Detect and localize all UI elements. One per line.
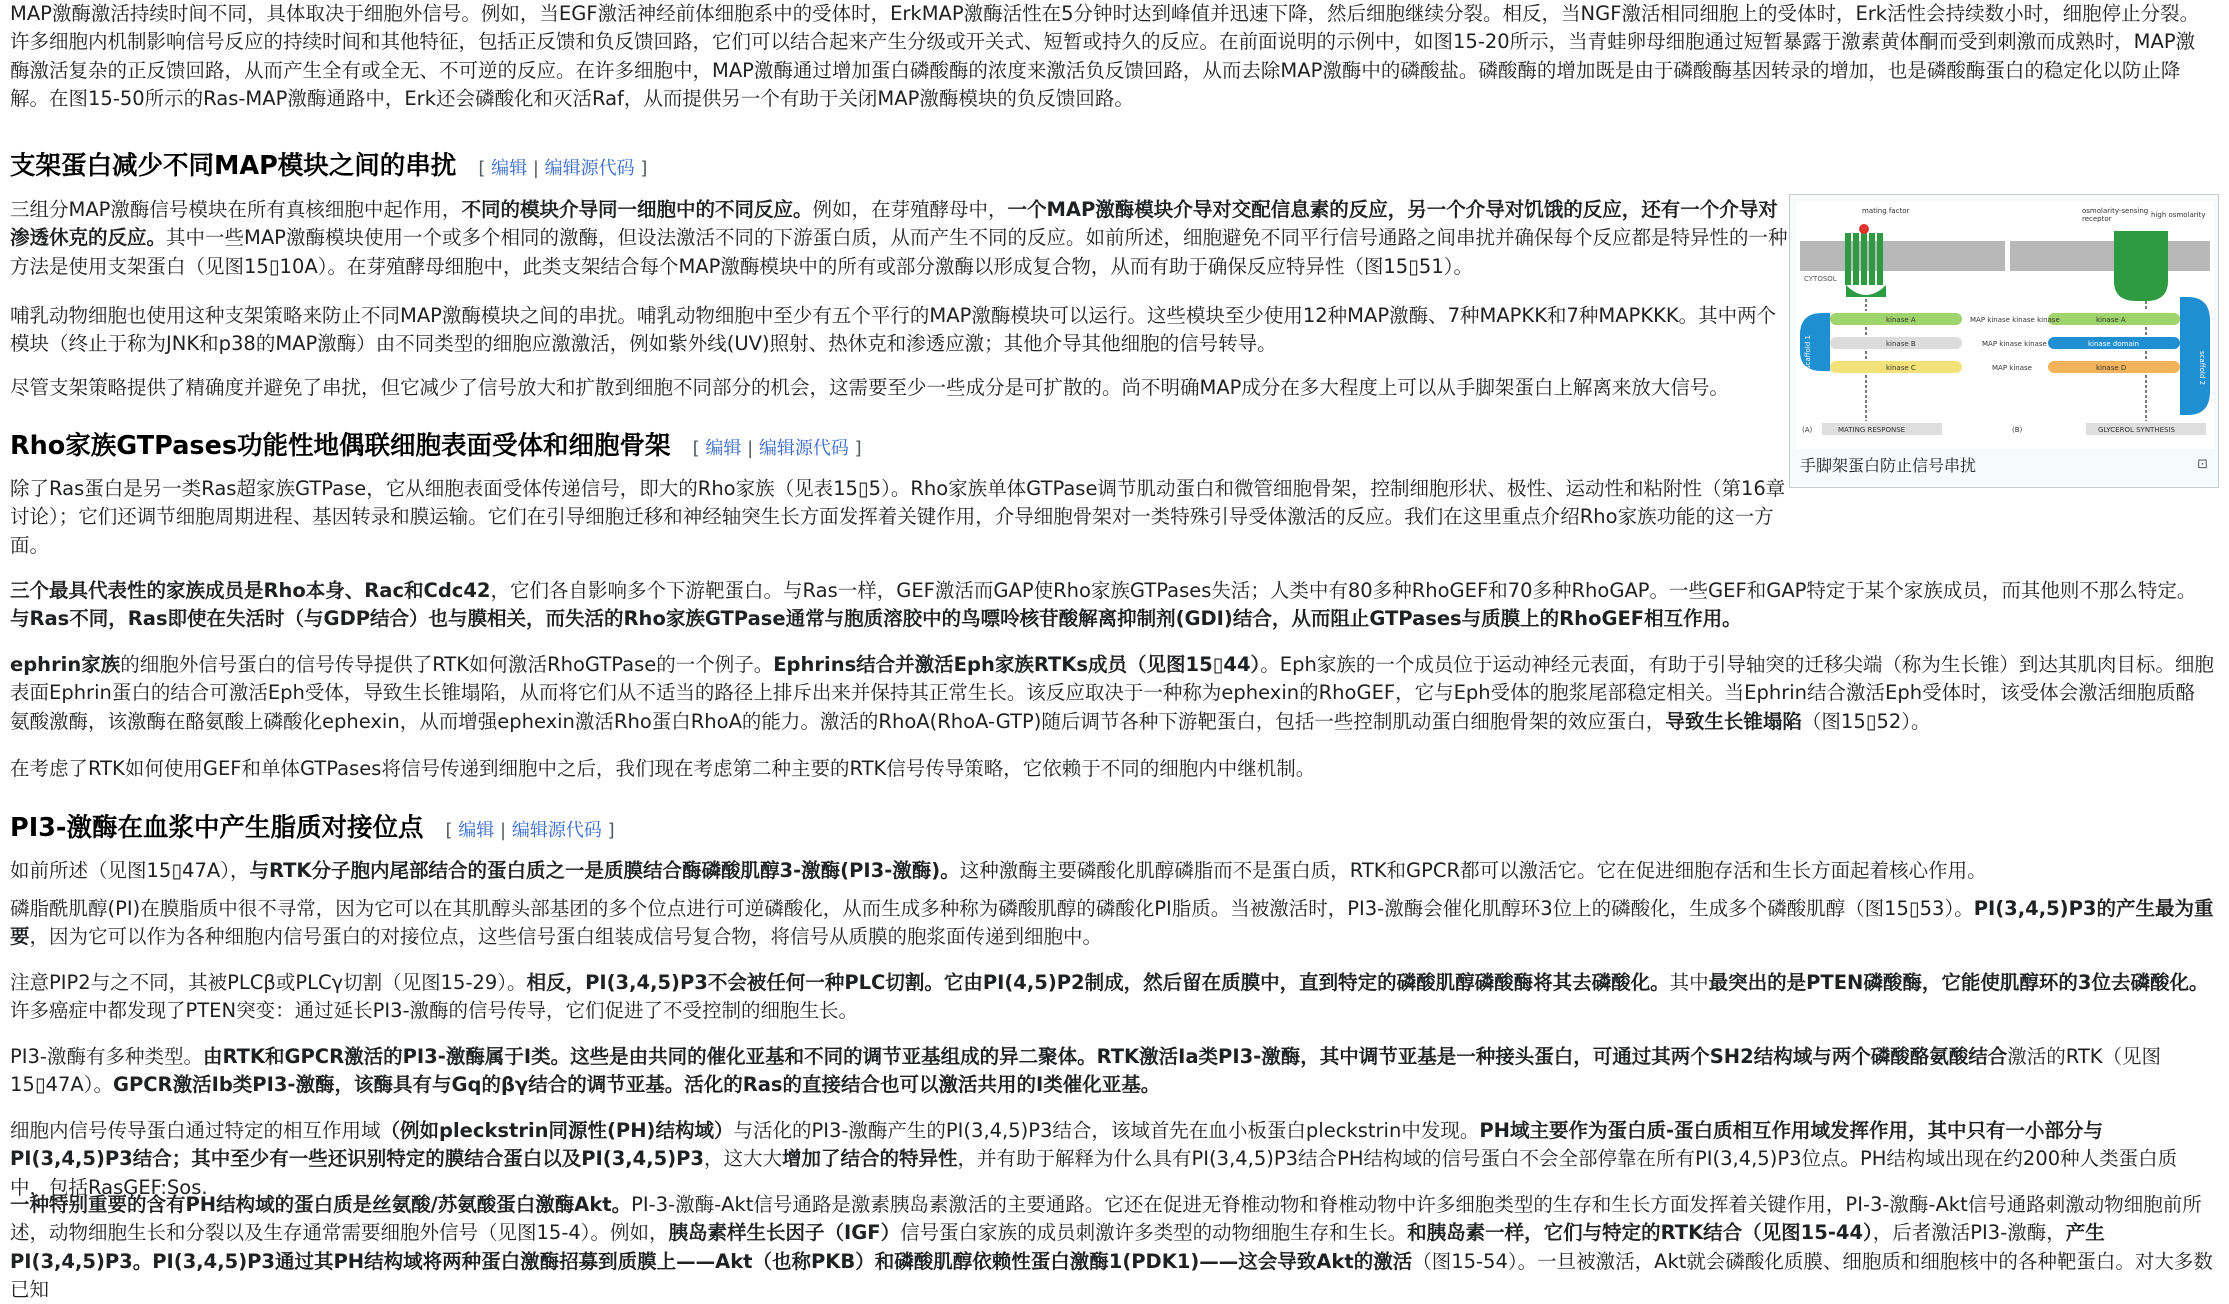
glycerol-label: GLYCEROL SYNTHESIS [2098, 426, 2175, 434]
paragraph-pi3k-types: PI3-激酶有多种类型。由RTK和GPCR激活的PI3-激酶属于I类。这些是由共同的催化亚基和不同的调节亚基组成的异二聚体。RTK激活Ia类PI3-激酶，其中调节亚基是一种接头蛋白，可通过其两个SH2结构域与两个磷酸酪氨酸结合激活的RTK（见图15▯47A）。GPCR激活Ib类PI3-激酶，该酶具有与Gq的βγ结合的调节亚基。活化的Ras的直接结合也可以激活共用的I类催化亚基。 [10, 1045, 2162, 1097]
membrane-right [2010, 241, 2210, 271]
paragraph-ph-domain: 细胞内信号传导蛋白通过特定的相互作用域（例如pleckstrin同源性(PH)结构域）与活化的PI3-激酶产生的PI(3,4,5)P3结合，该域首先在血小板蛋白pleckstrin中发现。PH域主要作为蛋白质-蛋白质相互作用域发挥作用，其中只有一小部分与PI(3,4,5)P3结合；其中至少有一些还识别特定的膜结合蛋白以及PI(3,4,5)P3，这大大增加了结合的特异性，并有助于解释为什么具有PI(3,4,5)P3结合PH结构域的信号蛋白不会全部停靠在所有PI(3,4,5)P3位点。PH结构域出现在约200种人类蛋白质中，包括RasGEF:Sos. [10, 1119, 2178, 1199]
section-heading-scaffold: 支架蛋白减少不同MAP模块之间的串扰 [ 编辑 | 编辑源代码 ] [10, 151, 648, 181]
paragraph-rtk-transition: 在考虑了RTK如何使用GEF和单体GTPases将信号传递到细胞中之后，我们现在考虑第二种主要的RTK信号传导策略，它依赖于不同的细胞内中继机制。 [10, 757, 1316, 780]
panel-a-label: (A) [1802, 426, 1813, 434]
edit-source-link[interactable]: 编辑源代码 [511, 820, 602, 841]
edit-links: [ 编辑 | 编辑源代码 ] [692, 438, 862, 459]
kinase-d-label: kinase D [2096, 364, 2127, 372]
kinase-c-label: kinase C [1886, 364, 1916, 372]
scaffold-2-label: scaffold 2 [2198, 351, 2206, 385]
osmo-receptor-label-2: receptor [2082, 215, 2112, 223]
mk-label: MAP kinase [1992, 364, 2032, 372]
high-osmolarity-label: high osmolarity [2151, 211, 2206, 219]
paragraph-rho-members: 三个最具代表性的家族成员是Rho本身、Rac和Cdc42，它们各自影响多个下游靶蛋白。与Ras一样，GEF激活而GAP使Rho家族GTPases失活；人类中有80多种RhoGEF和70多种RhoGAP。一些GEF和GAP特定于某个家族成员，而其他则不那么特定。与Ras不同，Ras即使在失活时（与GDP结合）也与膜相关，而失活的Rho家族GTPase通常与胞质溶胶中的鸟嘌呤核苷酸解离抑制剂(GDI)结合，从而阻止GTPases与质膜上的RhoGEF相互作用。 [10, 579, 2197, 631]
mkkk-label: MAP kinase kinase kinase [1970, 316, 2060, 324]
mating-factor-dot [1859, 224, 1869, 234]
paragraph-map-kinase-duration: MAP激酶激活持续时间不同，具体取决于细胞外信号。例如，当EGF激活神经前体细胞系中的受体时，ErkMAP激酶活性在5分钟时达到峰值并迅速下降，然后细胞继续分裂。相反，当NGF激活相同细胞上的受体时，Erk活性会持续数小时，细胞停止分裂。许多细胞内机制影响信号反应的持续时间和其他特征，包括正反馈和负反馈回路，它们可以结合起来产生分级或开关式、短暂或持久的反应。在前面说明的示例中，如图15-20所示，当青蛙卵母细胞通过短暂暴露于激素黄体酮而受到刺激而成熟时，MAP激酶激活复杂的正反馈回路，从而产生全有或全无、不可逆的反应。在许多细胞中，MAP激酶通过增加蛋白磷酸酶的浓度来激活负反馈回路，从而去除MAP激酶中的磷酸盐。磷酸酶的增加既是由于磷酸酶基因转录的增加，也是磷酸酶蛋白的稳定化以防止降解。在图15-50所示的Ras-MAP激酶通路中，Erk还会磷酸化和灭活Raf，从而提供另一个有助于关闭MAP激酶模块的负反馈回路。 [10, 2, 2200, 110]
membrane-left [1800, 241, 2005, 271]
figure-thumbnail[interactable] [1789, 194, 2219, 488]
scaffold-1-label: scaffold 1 [1804, 335, 1812, 369]
panel-b-label: (B) [2012, 426, 2023, 434]
edit-links: [ 编辑 | 编辑源代码 ] [445, 820, 615, 841]
edit-link[interactable]: 编辑 [705, 438, 742, 459]
edit-link[interactable]: 编辑 [458, 820, 495, 841]
kinase-domain-label: kinase domain [2088, 340, 2140, 348]
paragraph-mammalian-scaffold: 哺乳动物细胞也使用这种支架策略来防止不同MAP激酶模块之间的串扰。哺乳动物细胞中至少有五个平行的MAP激酶模块可以运行。这些模块至少使用12种MAP激酶、7种MAPKK和7种MAPKKK。其中两个模块（终止于称为JNK和p38的MAP激酶）由不同类型的细胞应激激活，例如紫外线(UV)照射、热休克和渗透应激；其他介导其他细胞的信号转导。 [10, 304, 1777, 356]
mating-factor-label: mating factor [1862, 207, 1910, 215]
cytosol-label: CYTOSOL [1804, 275, 1837, 283]
mating-response-label: MATING RESPONSE [1838, 426, 1906, 434]
osmo-receptor [2114, 231, 2168, 301]
paragraph-rho-family: 除了Ras蛋白是另一类Ras超家族GTPase，它从细胞表面受体传递信号，即大的Rho家族（见表15▯5）。Rho家族单体GTPase调节肌动蛋白和微管细胞骨架，控制细胞形状、极性、运动性和粘附性（第16章讨论）；它们还调节细胞周期进程、基因转录和膜运输。它们在引导细胞迁移和神经轴突生长方面发挥着关键作用，介导细胞骨架对一类特殊引导受体激活的反应。我们在这里重点介绍Rho家族功能的这一方面。 [10, 477, 1786, 557]
kinase-a2-label: kinase A [2096, 316, 2126, 324]
paragraph-pten: 注意PIP2与之不同，其被PLCβ或PLCγ切割（见图15-29）。相反，PI(3,4,5)P3不会被任何一种PLC切割。它由PI(4,5)P2制成，然后留在质膜中，直到特定的磷酸肌醇磷酸酶将其去磷酸化。其中最突出的是PTEN磷酸酶，它能使肌醇环的3位去磷酸化。许多癌症中都发现了PTEN突变：通过延长PI3-激酶的信号传导，它们促进了不受控制的细胞生长。 [10, 971, 2209, 1023]
paragraph-scaffold-tradeoff: 尽管支架策略提供了精确度并避免了串扰，但它减少了信号放大和扩散到细胞不同部分的机会，这需要至少一些成分是可扩散的。尚不明确MAP成分在多大程度上可以从手脚架蛋白上解离来放大信号。 [10, 376, 1729, 399]
mkk-label: MAP kinase kinase [1982, 340, 2047, 348]
edit-links: [ 编辑 | 编辑源代码 ] [478, 158, 648, 179]
enlarge-icon[interactable]: ⊡ [2197, 457, 2208, 472]
paragraph-phosphoinositides: 磷脂酰肌醇(PI)在膜脂质中很不寻常，因为它可以在其肌醇头部基团的多个位点进行可逆磷酸化，从而生成多种称为磷酸肌醇的磷酸化PI脂质。当被激活时，PI3-激酶会催化肌醇环3位上的磷酸化，生成多个磷酸肌醇（图15▯53）。PI(3,4,5)P3的产生最为重要，因为它可以作为各种细胞内信号蛋白的对接位点，这些信号蛋白组装成信号复合物，将信号从质膜的胞浆面传递到细胞中。 [10, 897, 2214, 949]
paragraph-scaffold-modules: 三组分MAP激酶信号模块在所有真核细胞中起作用，不同的模块介导同一细胞中的不同反应。例如，在芽殖酵母中，一个MAP激酶模块介导对交配信息素的反应，另一个介导对饥饿的反应，还有一个介导对渗透休克的反应。其中一些MAP激酶模块使用一个或多个相同的激酶，但设法激活不同的下游蛋白质，从而产生不同的反应。如前所述，细胞避免不同平行信号通路之间串扰并确保每个反应都是特异性的一种方法是使用支架蛋白（见图15▯10A）。在芽殖酵母细胞中，此类支架结合每个MAP激酶模块中的所有或部分激酶以形成复合物，从而有助于确保反应特异性（图15▯51）。 [10, 198, 1788, 278]
paragraph-ephrin: ephrin家族的细胞外信号蛋白的信号传导提供了RTK如何激活RhoGTPase的一个例子。Ephrins结合并激活Eph家族RTKs成员（见图15▯44）。Eph家族的一个成员位于运动神经元表面，有助于引导轴突的迁移尖端（称为生长锥）到达其肌肉目标。细胞表面Ephrin蛋白的结合可激活Eph受体，导致生长锥塌陷，从而将它们从不适当的路径上排斥出来并保持其正常生长。该反应取决于一种称为ephexin的RhoGEF，它与Eph受体的胞浆尾部稳定相关。当Ephrin结合激活Eph受体时，该受体会激活细胞质酪氨酸激酶，该激酶在酪氨酸上磷酸化ephexin，从而增强ephexin激活Rho蛋白RhoA的能力。激活的RhoA(RhoA-GTP)随后调节各种下游靶蛋白，包括一些控制肌动蛋白细胞骨架的效应蛋白，导致生长锥塌陷（图15▯52）。 [10, 653, 2214, 733]
figure-caption: 手脚架蛋白防止信号串扰 [1800, 456, 1977, 475]
section-heading-rho: Rho家族GTPases功能性地偶联细胞表面受体和细胞骨架 [ 编辑 | 编辑源代码 ] [10, 431, 862, 461]
osmo-receptor-label-1: osmolarity-sensing [2082, 207, 2149, 215]
paragraph-pi3k-intro: 如前所述（见图15▯47A），与RTK分子胞内尾部结合的蛋白质之一是质膜结合酶磷酸肌醇3-激酶(PI3-激酶)。这种激酶主要磷酸化肌醇磷脂而不是蛋白质，RTK和GPCR都可以激活它。它在促进细胞存活和生长方面起着核心作用。 [10, 859, 1987, 882]
edit-source-link[interactable]: 编辑源代码 [544, 158, 635, 179]
section-heading-pi3k: PI3-激酶在血浆中产生脂质对接位点 [ 编辑 | 编辑源代码 ] [10, 813, 615, 843]
paragraph-akt: 一种特别重要的含有PH结构域的蛋白质是丝氨酸/苏氨酸蛋白激酶Akt。PI-3-激酶-Akt信号通路是激素胰岛素激活的主要通路。它还在促进无脊椎动物和脊椎动物中许多细胞类型的生存和生长方面发挥着关键作用，PI-3-激酶-Akt信号通路刺激动物细胞前所述，动物细胞生长和分裂以及生存通常需要细胞外信号（见图15-4）。例如，胰岛素样生长因子（IGF）信号蛋白家族的成员刺激许多类型的动物细胞生存和生长。和胰岛素一样，它们与特定的RTK结合（见图15-44），后者激活PI3-激酶，产生PI(3,4,5)P3。PI(3,4,5)P3通过其PH结构域将两种蛋白激酶招募到质膜上——Akt（也称PKB）和磷酸肌醇依赖性蛋白激酶1(PDK1)——这会导致Akt的激活（图15-54）。一旦被激活，Akt就会磷酸化质膜、细胞质和细胞核中的各种靶蛋白。对大多数已知 [10, 1193, 2213, 1301]
scaffold-diagram[interactable] [1796, 201, 2214, 449]
edit-link[interactable]: 编辑 [491, 158, 528, 179]
kinase-b-label: kinase B [1886, 340, 1916, 348]
kinase-a-label: kinase A [1886, 316, 1916, 324]
edit-source-link[interactable]: 编辑源代码 [758, 438, 849, 459]
